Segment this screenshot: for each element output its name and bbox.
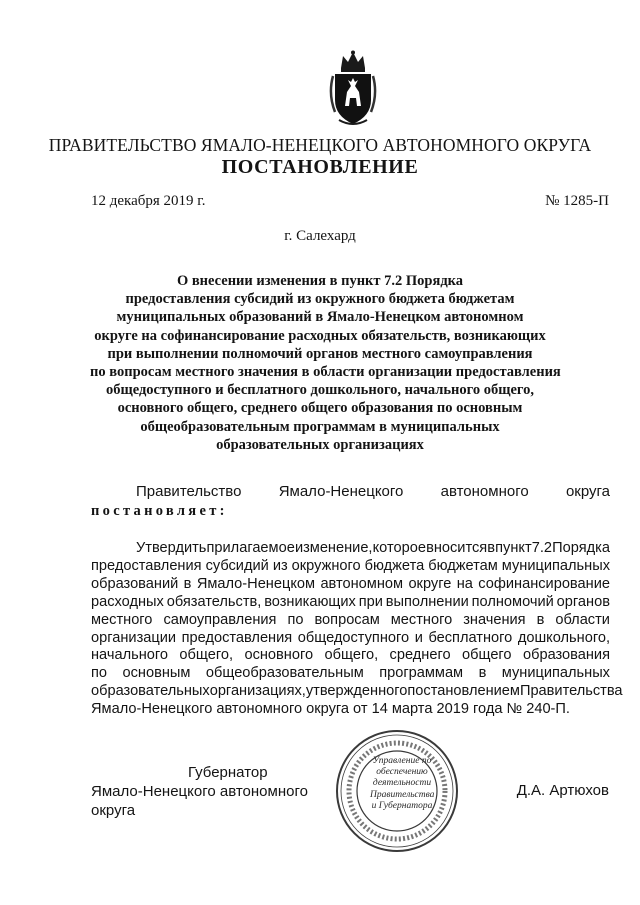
preamble-word: Правительство	[136, 483, 242, 500]
body-word: организациях,	[209, 683, 306, 700]
preamble-line	[91, 483, 610, 501]
body-word: области	[555, 611, 610, 628]
body-line	[91, 683, 623, 701]
body-word: пункт	[495, 540, 532, 556]
signer-name: Д.А. Артюхов	[516, 782, 609, 799]
body-word: из	[272, 557, 288, 574]
body-word: самоуправления	[163, 611, 277, 628]
body-word: выполнении	[385, 593, 469, 610]
stamp-inner-text	[370, 756, 434, 812]
body-word: изменение,	[294, 540, 373, 556]
body-word: Утвердить	[136, 540, 207, 556]
body-line	[91, 612, 610, 630]
body-word: бюджетам	[428, 557, 498, 574]
body-line	[91, 701, 610, 719]
body-word: субсидий	[205, 557, 269, 574]
subject-line: основного общего, среднего общего образования по основным	[117, 400, 523, 417]
subject-line: общедоступного и бесплатного дошкольного, начального общего,	[105, 382, 535, 399]
stamp-line: и Губернатора	[371, 800, 433, 811]
document-city: г. Салехард	[284, 228, 356, 244]
document-kind: ПОСТАНОВЛЕНИЕ	[221, 156, 419, 178]
body-word: бесплатного	[428, 629, 513, 646]
body-word: основного	[244, 647, 314, 664]
subject-line: муниципальных образований в Ямало-Ненецком автономном	[116, 309, 524, 326]
body-word: которое	[372, 540, 426, 556]
body-word: значения	[463, 611, 526, 628]
signer-title-line: Ямало-Ненецкого автономного округа	[91, 783, 308, 819]
body-word: Правительства	[519, 683, 623, 700]
yamal-nenets-coat-of-arms-icon	[327, 50, 379, 128]
body-word: 7.2	[531, 540, 553, 556]
body-word: образований	[91, 575, 179, 592]
body-word: Ямало-Ненецком	[196, 575, 316, 592]
body-word: прилагаемое	[206, 540, 295, 556]
preamble	[91, 483, 610, 520]
body-word: общедоступного	[297, 629, 410, 646]
subject-line: по вопросам местного значения в области организации предоставления	[90, 364, 561, 381]
body-word: основным	[122, 665, 191, 682]
preamble-word: автономного	[440, 483, 529, 500]
stamp-line: обеспечению	[376, 767, 428, 778]
body-word: на	[456, 575, 473, 592]
body-word: автономном	[320, 575, 404, 592]
body-line	[91, 594, 610, 612]
preamble-word: Ямало-Ненецкого	[278, 483, 404, 500]
subject-line: предоставления субсидий из окружного бюджета бюджетам	[125, 291, 515, 308]
subject-line: общеобразовательным программам в муниципальных	[140, 418, 500, 435]
body-word: начального	[91, 647, 168, 664]
stamp-line: Управление по	[372, 756, 432, 766]
body-word: предоставления	[91, 557, 202, 574]
subject-line: округе на софинансирование расходных обязательств, возникающих	[94, 327, 546, 344]
subject-line: О внесении изменения в пункт 7.2 Порядка	[176, 273, 464, 289]
subject-line: образовательных организациях	[216, 436, 424, 453]
body-word: постановлением	[407, 683, 520, 700]
body-word: общего,	[179, 647, 234, 664]
body-line	[91, 558, 610, 576]
body-word: утвержденного	[305, 683, 408, 700]
body-word: округе	[408, 575, 452, 592]
body-word: расходных	[91, 593, 164, 610]
body-word: по	[91, 665, 108, 682]
body-word: полномочий	[471, 593, 554, 610]
body-word: образовательных	[91, 683, 210, 700]
body-line	[91, 665, 610, 683]
document-date: 12 декабря 2019 г.	[91, 193, 206, 209]
decree-body	[91, 540, 623, 719]
body-word: при	[358, 593, 383, 610]
body-word: местного	[390, 611, 453, 628]
body-line	[91, 630, 610, 648]
body-word: муниципальных	[501, 557, 610, 574]
body-word: и	[414, 629, 423, 646]
body-word: дошкольного,	[517, 629, 610, 646]
body-line	[91, 540, 610, 558]
preamble-word: округа	[565, 483, 610, 500]
body-word: предоставления	[181, 629, 293, 646]
body-word: в	[487, 540, 496, 556]
body-word: софинансирование	[478, 575, 610, 592]
body-word: местного	[91, 611, 153, 628]
body-word: общеобразовательным	[205, 665, 364, 682]
body-word: общего,	[324, 647, 379, 664]
body-word: организации	[91, 629, 177, 646]
document-subject	[90, 272, 561, 454]
document-number: № 1285-П	[545, 193, 609, 209]
body-word: вносится	[426, 540, 488, 556]
stamp-line: Правительства	[370, 789, 435, 800]
body-word: возникающих	[264, 593, 356, 610]
body-line	[91, 647, 610, 665]
body-word: программам	[379, 665, 464, 682]
body-word: бюджета	[364, 557, 425, 574]
government-title: ПРАВИТЕЛЬСТВО ЯМАЛО-НЕНЕЦКОГО АВТОНОМНОГО ОКРУГА	[48, 135, 592, 155]
body-word: по	[287, 611, 304, 628]
body-word: общего	[462, 647, 512, 664]
body-word: образования	[522, 647, 610, 664]
body-word: в	[536, 611, 545, 628]
body-word: окружного	[291, 557, 361, 574]
signer-title-line: Губернатор	[188, 764, 268, 781]
body-line	[91, 576, 610, 594]
signer-title	[91, 763, 341, 820]
body-word: в	[183, 575, 192, 592]
body-word: среднего	[389, 647, 451, 664]
body-word: Ямало-Ненецкого автономного округа от 14 марта 2019 года № 240-П.	[91, 701, 570, 718]
subject-line: при выполнении полномочий органов местного самоуправления	[107, 345, 533, 362]
stamp-line: деятельности	[372, 778, 432, 789]
body-word: обязательств,	[166, 593, 262, 610]
body-word: в	[478, 665, 487, 682]
body-word: Порядка	[552, 540, 610, 556]
body-word: муниципальных	[501, 665, 610, 682]
decree-word: постановляет:	[91, 503, 228, 519]
body-word: вопросам	[314, 611, 380, 628]
body-word: органов	[556, 593, 610, 610]
